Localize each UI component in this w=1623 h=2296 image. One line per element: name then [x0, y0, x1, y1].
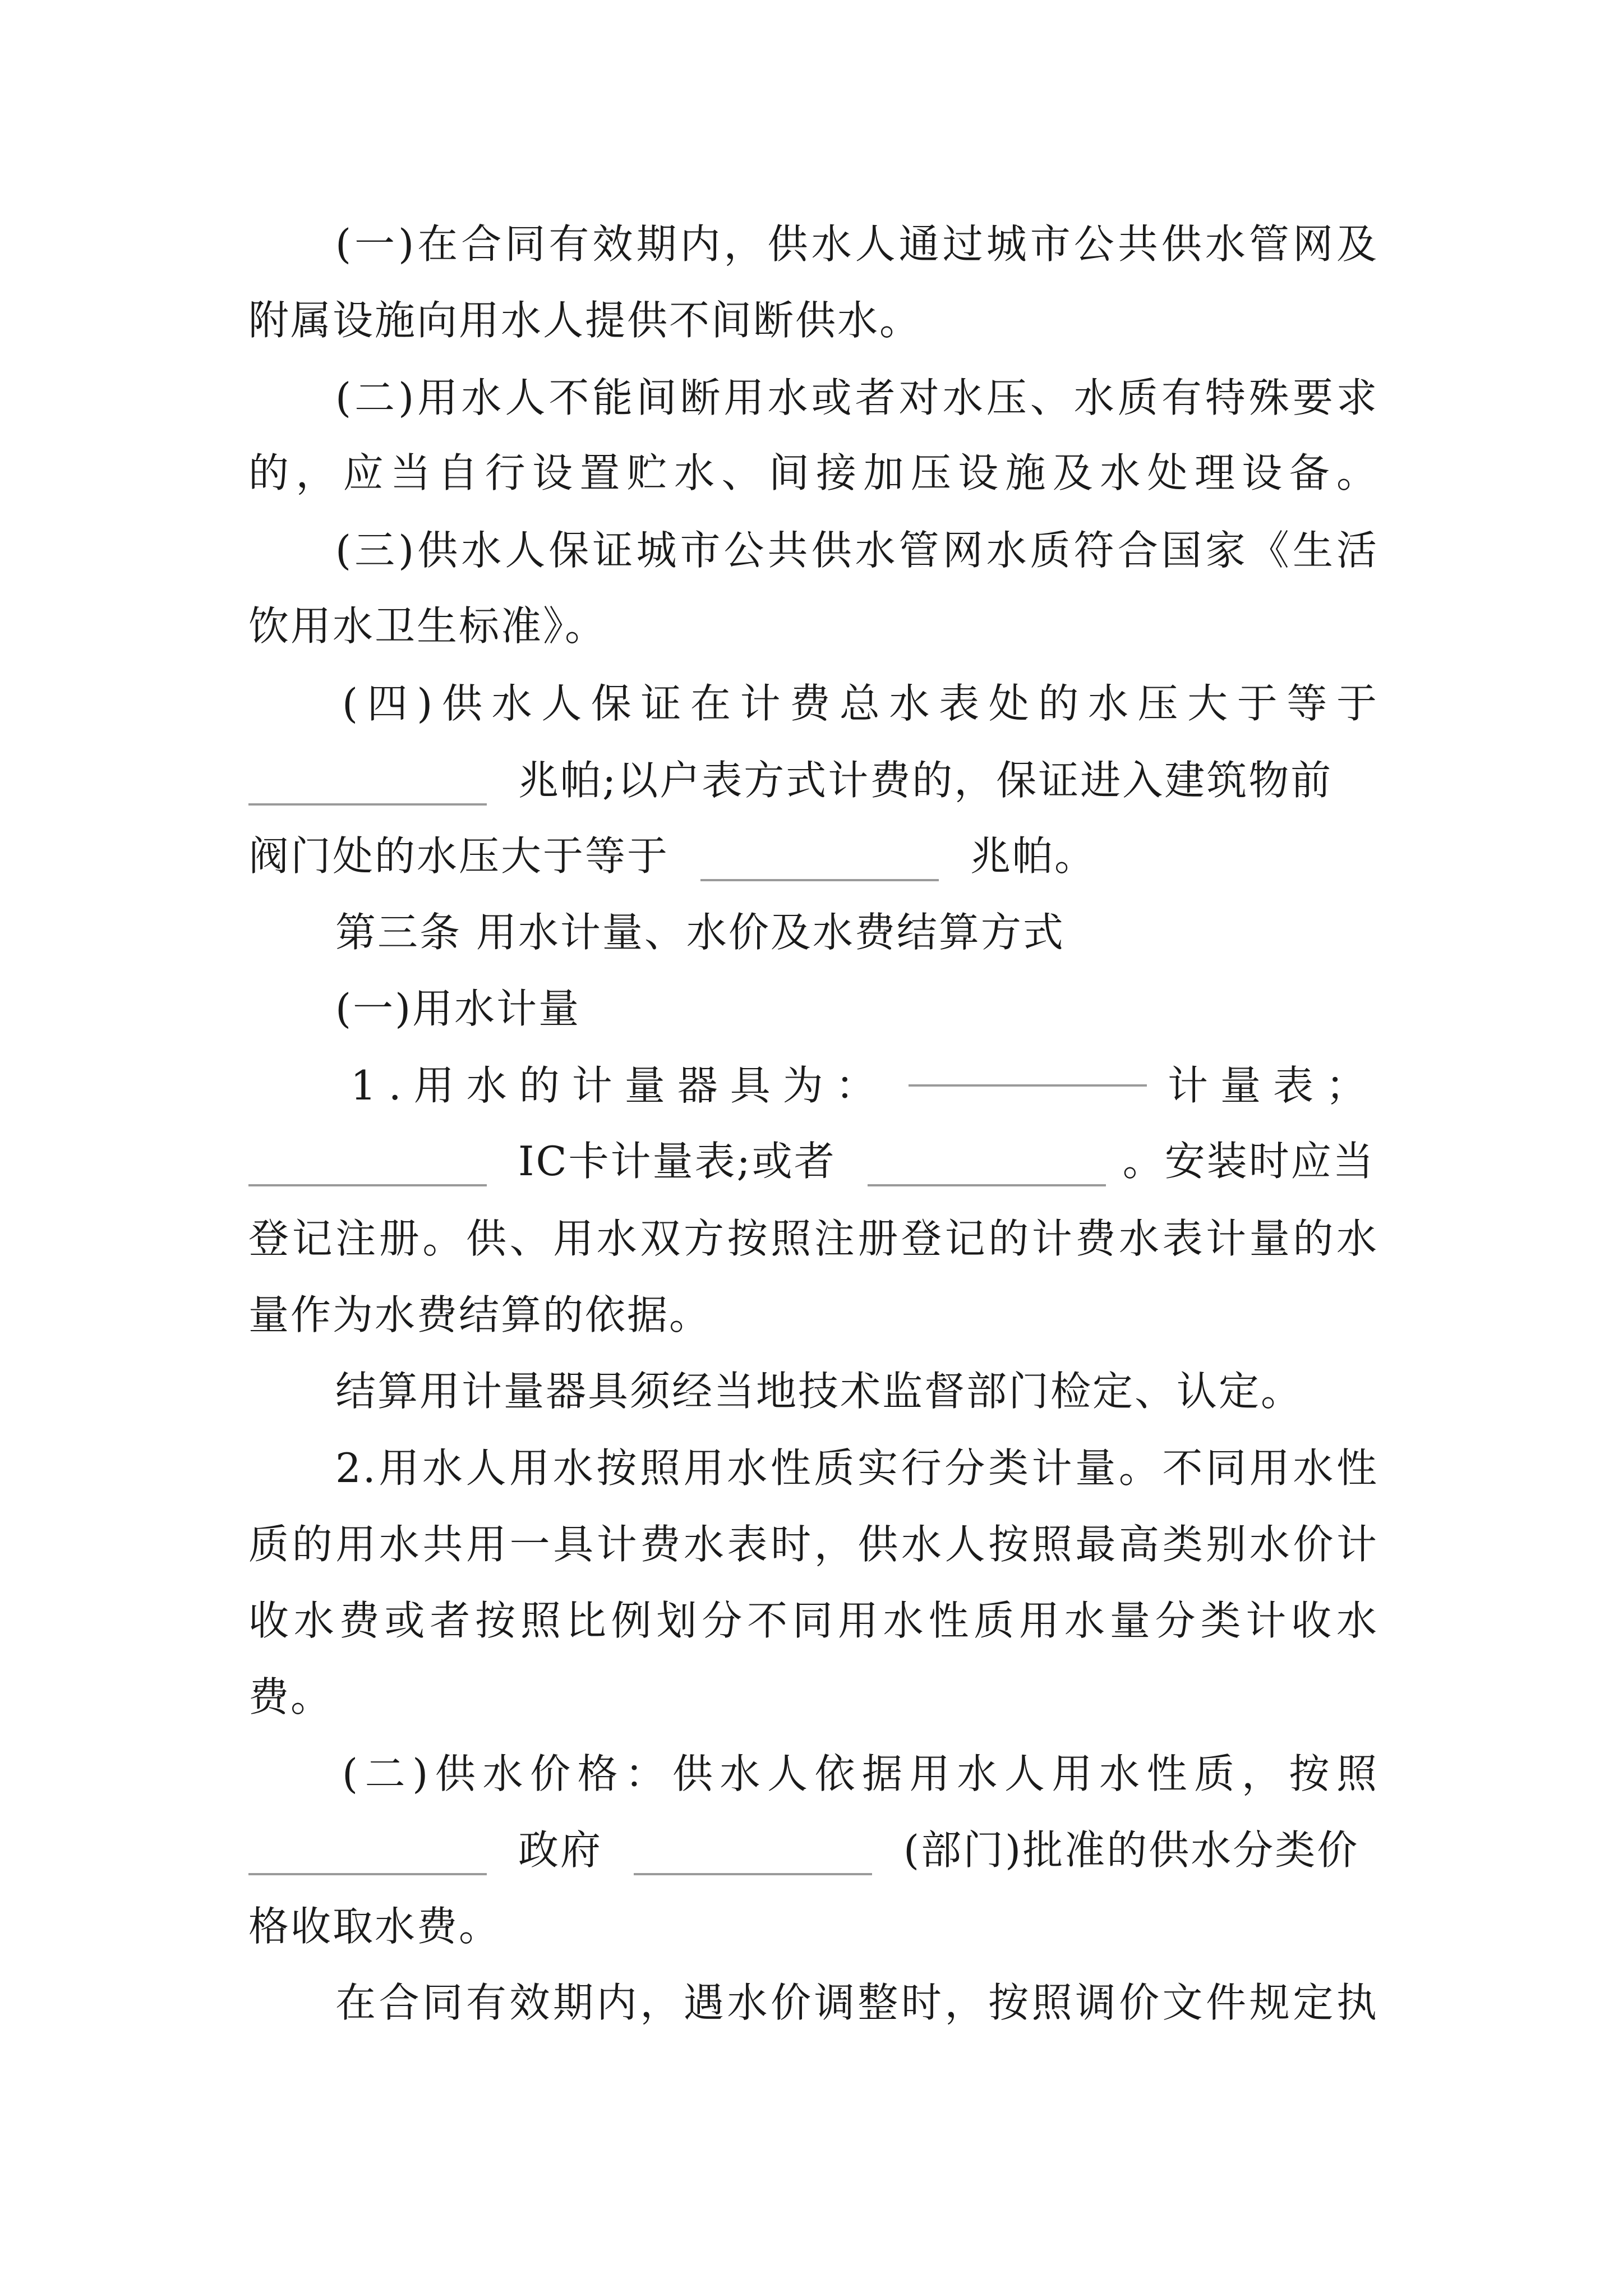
article-3-heading: 第三条 用水计量、水价及水费结算方式	[335, 909, 1065, 956]
blank-field[interactable]	[700, 879, 939, 881]
paragraph-1-line-2: 附属设施向用水人提供不间断供水。	[248, 297, 922, 344]
adjustment-line-1: 在合同有效期内，遇水价调整时，按照调价文件规定执	[335, 1979, 1378, 2026]
meter-line-2	[248, 1134, 1378, 1188]
blank-field[interactable]	[248, 803, 487, 806]
clause-2-line-1: 2.用水人用水按照用水性质实行分类计量。不同用水性	[335, 1444, 1378, 1492]
meter-line-1-suffix: 计量表；	[1167, 1062, 1378, 1109]
meter-line-3: 登记注册。供、用水双方按照注册登记的计费水表计量的水	[248, 1215, 1378, 1262]
section-1-heading: (一)用水计量	[335, 985, 581, 1032]
paragraph-4-line-3-text: 阀门处的水压大于等于	[248, 832, 670, 880]
paragraph-3-line-1: (三)供水人保证城市公共供水管网水质符合国家《生活	[335, 527, 1378, 574]
clause-2-line-3: 收水费或者按照比例划分不同用水性质用水量分类计收水	[248, 1597, 1378, 1644]
price-line-2	[248, 1823, 1378, 1877]
blank-field[interactable]	[248, 1873, 487, 1875]
clause-2-line-4: 费。	[248, 1673, 333, 1720]
paragraph-4-line-1: (四)供水人保证在计费总水表处的水压大于等于	[342, 680, 1378, 727]
paragraph-4-line-3-suffix: 兆帕。	[970, 832, 1097, 880]
price-line-2-text: 政府	[518, 1826, 603, 1874]
blank-field[interactable]	[868, 1184, 1106, 1186]
paragraph-3-line-2: 饮用水卫生标准》。	[248, 602, 607, 650]
paragraph-4-line-2-text: 兆帕;以户表方式计费的，保证进入建筑物前	[518, 757, 1333, 804]
paragraph-4-line-2	[248, 753, 1378, 807]
clause-2-line-2: 质的用水共用一具计费水表时，供水人按照最高类别水价计	[248, 1521, 1378, 1568]
blank-field[interactable]	[248, 1184, 487, 1186]
price-line-3: 格收取水费。	[248, 1903, 501, 1950]
blank-field[interactable]	[909, 1084, 1147, 1087]
paragraph-4-line-3	[248, 829, 1378, 883]
meter-line-2-suffix: 。安装时应当	[1122, 1138, 1375, 1185]
paragraph-1-line-1: (一)在合同有效期内，供水人通过城市公共供水管网及	[335, 220, 1378, 268]
meter-line-1-text: 1.用水的计量器具为：	[351, 1062, 888, 1109]
meter-line-1	[351, 1059, 1378, 1112]
price-line-1: (二)供水价格：供水人依据用水人用水性质，按照	[342, 1750, 1378, 1797]
price-line-2-suffix: (部门)批准的供水分类价	[903, 1826, 1359, 1874]
meter-line-4: 量作为水费结算的依据。	[248, 1291, 712, 1338]
paragraph-2-line-2: 的，应当自行设置贮水、间接加压设施及水处理设备。	[248, 449, 1378, 496]
blank-field[interactable]	[634, 1873, 872, 1875]
paragraph-2-line-1: (二)用水人不能间断用水或者对水压、水质有特殊要求	[335, 374, 1378, 421]
meter-line-2-text: IC卡计量表;或者	[518, 1138, 836, 1185]
meter-line-5: 结算用计量器具须经当地技术监督部门检定、认定。	[335, 1368, 1303, 1415]
